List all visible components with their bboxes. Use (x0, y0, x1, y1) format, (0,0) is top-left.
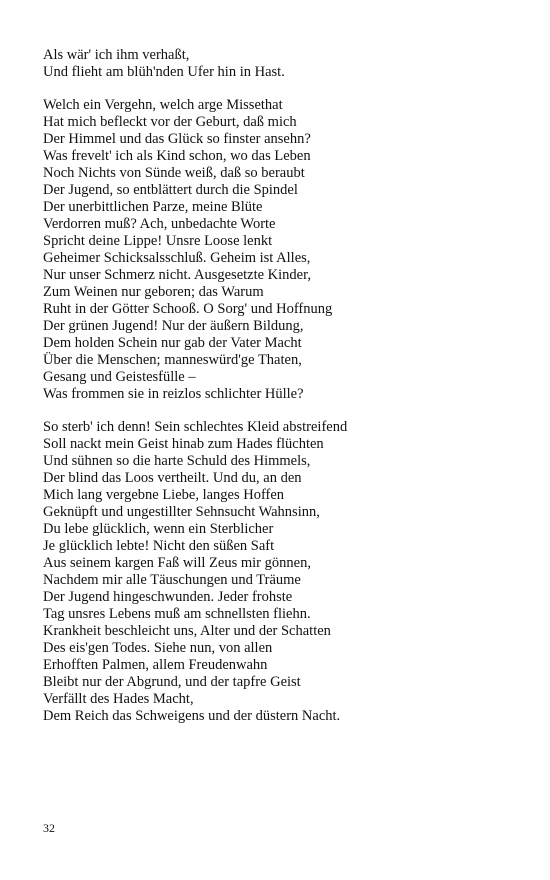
poem-line: Dem Reich das Schweigens und der düstern Nacht. (43, 708, 341, 724)
poem-line: Verdorren muß? Ach, unbedachte Worte (43, 216, 276, 232)
poem-line: Du lebe glücklich, wenn ein Sterblicher (43, 521, 274, 537)
poem-line: Gesang und Geistesfülle – (43, 369, 196, 385)
page-number: 32 (43, 821, 55, 835)
poem-line: Der Himmel und das Glück so finster ansehn? (43, 131, 311, 147)
poem-line: Der Jugend hingeschwunden. Jeder frohste (43, 589, 293, 605)
poem-line: Der Jugend, so entblättert durch die Spindel (43, 182, 298, 198)
poem-line: Ruht in der Götter Schooß. O Sorg' und Hoffnung (43, 301, 333, 317)
poem-line: Nur unser Schmerz nicht. Ausgesetzte Kinder, (43, 267, 311, 283)
poem-line: Und flieht am blüh'nden Ufer hin in Hast. (43, 64, 285, 80)
poem-line: Geknüpft und ungestillter Sehnsucht Wahnsinn, (43, 504, 320, 520)
poem-line: Aus seinem kargen Faß will Zeus mir gönnen, (43, 555, 311, 571)
poem-line: Spricht deine Lippe! Unsre Loose lenkt (43, 233, 273, 249)
poem-line: Zum Weinen nur geboren; das Warum (43, 284, 264, 300)
poem-line: Krankheit beschleicht uns, Alter und der Schatten (43, 623, 331, 639)
poem-line: Was frevelt' ich als Kind schon, wo das Leben (43, 148, 311, 164)
poem-line: Erhofften Palmen, allem Freudenwahn (43, 657, 268, 673)
poem-line: Dem holden Schein nur gab der Vater Macht (43, 335, 302, 351)
poem-line: Welch ein Vergehn, welch arge Missethat (43, 97, 283, 113)
poem-line: Des eis'gen Todes. Siehe nun, von allen (43, 640, 273, 656)
poem-line: Tag unsres Lebens muß am schnellsten fliehn. (43, 606, 311, 622)
poem-line: Der blind das Loos vertheilt. Und du, an den (43, 470, 302, 486)
poem-line: Als wär' ich ihm verhaßt, (43, 47, 190, 63)
poem-line: Hat mich befleckt vor der Geburt, daß mich (43, 114, 297, 130)
poem-line: Bleibt nur der Abgrund, und der tapfre Geist (43, 674, 301, 690)
poem-line: Noch Nichts von Sünde weiß, daß so beraubt (43, 165, 305, 181)
poem-line: Und sühnen so die harte Schuld des Himmels, (43, 453, 311, 469)
poem-line: Je glücklich lebte! Nicht den süßen Saft (43, 538, 275, 554)
poem-text (43, 47, 523, 741)
stanza (43, 419, 523, 725)
poem-line: Soll nackt mein Geist hinab zum Hades flüchten (43, 436, 324, 452)
stanza (43, 47, 523, 81)
poem-line: Über die Menschen; manneswürd'ge Thaten, (43, 352, 302, 368)
poem-line: So sterb' ich denn! Sein schlechtes Kleid abstreifend (43, 419, 348, 435)
poem-line: Geheimer Schicksalsschluß. Geheim ist Alles, (43, 250, 311, 266)
stanza (43, 97, 523, 403)
poem-line: Der grünen Jugend! Nur der äußern Bildung, (43, 318, 304, 334)
poem-line: Der unerbittlichen Parze, meine Blüte (43, 199, 263, 215)
poem-line: Verfällt des Hades Macht, (43, 691, 194, 707)
poem-line: Nachdem mir alle Täuschungen und Träume (43, 572, 301, 588)
poem-line: Mich lang vergebne Liebe, langes Hoffen (43, 487, 285, 503)
poem-line: Was frommen sie in reizlos schlichter Hülle? (43, 386, 304, 402)
